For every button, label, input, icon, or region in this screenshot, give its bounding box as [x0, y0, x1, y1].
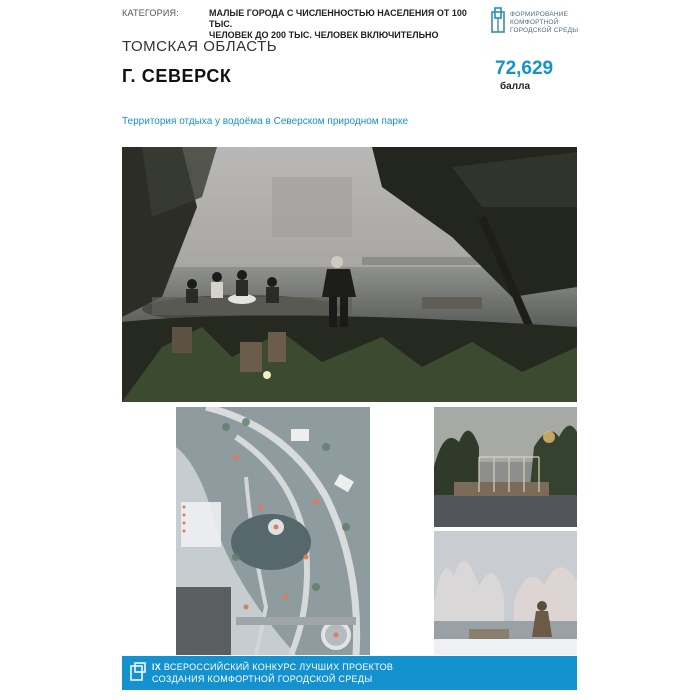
- banner-edition: IX: [152, 662, 162, 672]
- logo-line-2: КОМФОРТНОЙ: [510, 19, 559, 26]
- city-title: Г. СЕВЕРСК: [122, 66, 232, 86]
- main-render-photo: [122, 147, 577, 402]
- program-logo-icon: [489, 6, 507, 34]
- category-line-1: МАЛЫЕ ГОРОДА С ЧИСЛЕННОСТЬЮ НАСЕЛЕНИЯ ОТ 100 ТЫС.: [209, 8, 467, 29]
- category-line-2: ЧЕЛОВЕК ДО 200 ТЫС. ЧЕЛОВЕК ВКЛЮЧИТЕЛЬНО: [209, 30, 439, 40]
- pavilion-render-photo: [434, 407, 577, 527]
- winter-render-photo: [434, 531, 577, 655]
- program-logo-text: [510, 11, 578, 35]
- project-name: Территория отдыха у водоёма в Северском природном парке: [122, 116, 409, 127]
- banner-line-2: СОЗДАНИЯ КОМФОРТНОЙ ГОРОДСКОЙ СРЕДЫ: [152, 674, 373, 684]
- score-value: 72,629: [495, 58, 554, 79]
- contest-logo-icon: [129, 662, 147, 682]
- banner-line-1-text: ВСЕРОССИЙСКИЙ КОНКУРС ЛУЧШИХ ПРОЕКТОВ: [163, 662, 394, 672]
- logo-line-1: ФОРМИРОВАНИЕ: [510, 11, 569, 18]
- logo-line-3: ГОРОДСКОЙ СРЕДЫ: [510, 27, 579, 34]
- site-plan-image: [176, 407, 370, 655]
- score-unit: балла: [500, 81, 531, 92]
- banner-line-1: [152, 662, 393, 672]
- category-text: [209, 8, 479, 41]
- region-title: ТОМСКАЯ ОБЛАСТЬ: [122, 38, 278, 55]
- category-label: КАТЕГОРИЯ:: [122, 8, 179, 18]
